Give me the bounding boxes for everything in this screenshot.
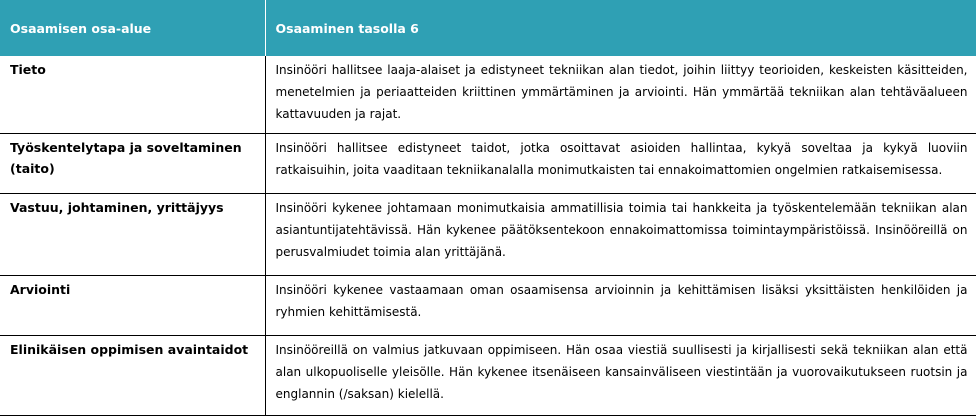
row-description: Insinööri hallitsee edistyneet taidot, jotka osoittavat asioiden hallintaa, kykyä soveltaa ja kykyä luoviin ratkaisuihin, joita vaaditaan tekniikanalalla monimutkaisten tai ennakoimattomien ongelmien ratkaisemisessa. xyxy=(265,134,976,194)
table-row xyxy=(0,56,976,134)
table-row xyxy=(0,134,976,194)
table-row xyxy=(0,336,976,416)
row-description: Insinööreillä on valmius jatkuvaan oppimiseen. Hän osaa viestiä suullisesti ja kirjallisesti sekä tekniikan alan että alan ulkopuoliselle yleisölle. Hän kykenee itsenäiseen kansainväliseen viestintään ja vuorovaikutukseen ruotsin ja englannin (/saksan) kielellä. xyxy=(265,336,976,416)
row-area: Vastuu, johtaminen, yrittäjyys xyxy=(0,194,265,276)
row-area: Tieto xyxy=(0,56,265,134)
row-area: Työskentelytapa ja soveltaminen (taito) xyxy=(0,134,265,194)
row-description: Insinööri kykenee vastaamaan oman osaamisensa arvioinnin ja kehittämisen lisäksi yksittäisten henkilöiden ja ryhmien kehittämisestä. xyxy=(265,276,976,336)
row-area: Arviointi xyxy=(0,276,265,336)
row-description: Insinööri kykenee johtamaan monimutkaisia ammatillisia toimia tai hankkeita ja työskentelemään tekniikan alan asiantuntijatehtävissä. Hän kykenee päätöksentekoon ennakoimattomissa toimintaympäristöissä. Insinööreillä on perusvalmiudet toimia alan yrittäjänä. xyxy=(265,194,976,276)
header-area: Osaamisen osa-alue xyxy=(0,0,265,56)
table-row xyxy=(0,194,976,276)
table-row xyxy=(0,276,976,336)
row-area: Elinikäisen oppimisen avaintaidot xyxy=(0,336,265,416)
header-row xyxy=(0,0,976,56)
row-description: Insinööri hallitsee laaja-alaiset ja edistyneet tekniikan alan tiedot, joihin liittyy teorioiden, keskeisten käsitteiden, menetelmien ja periaatteiden kriittinen ymmärtäminen ja arviointi. Hän ymmärtää tekniikan alan tehtäväalueen kattavuuden ja rajat. xyxy=(265,56,976,134)
header-level: Osaaminen tasolla 6 xyxy=(265,0,976,56)
